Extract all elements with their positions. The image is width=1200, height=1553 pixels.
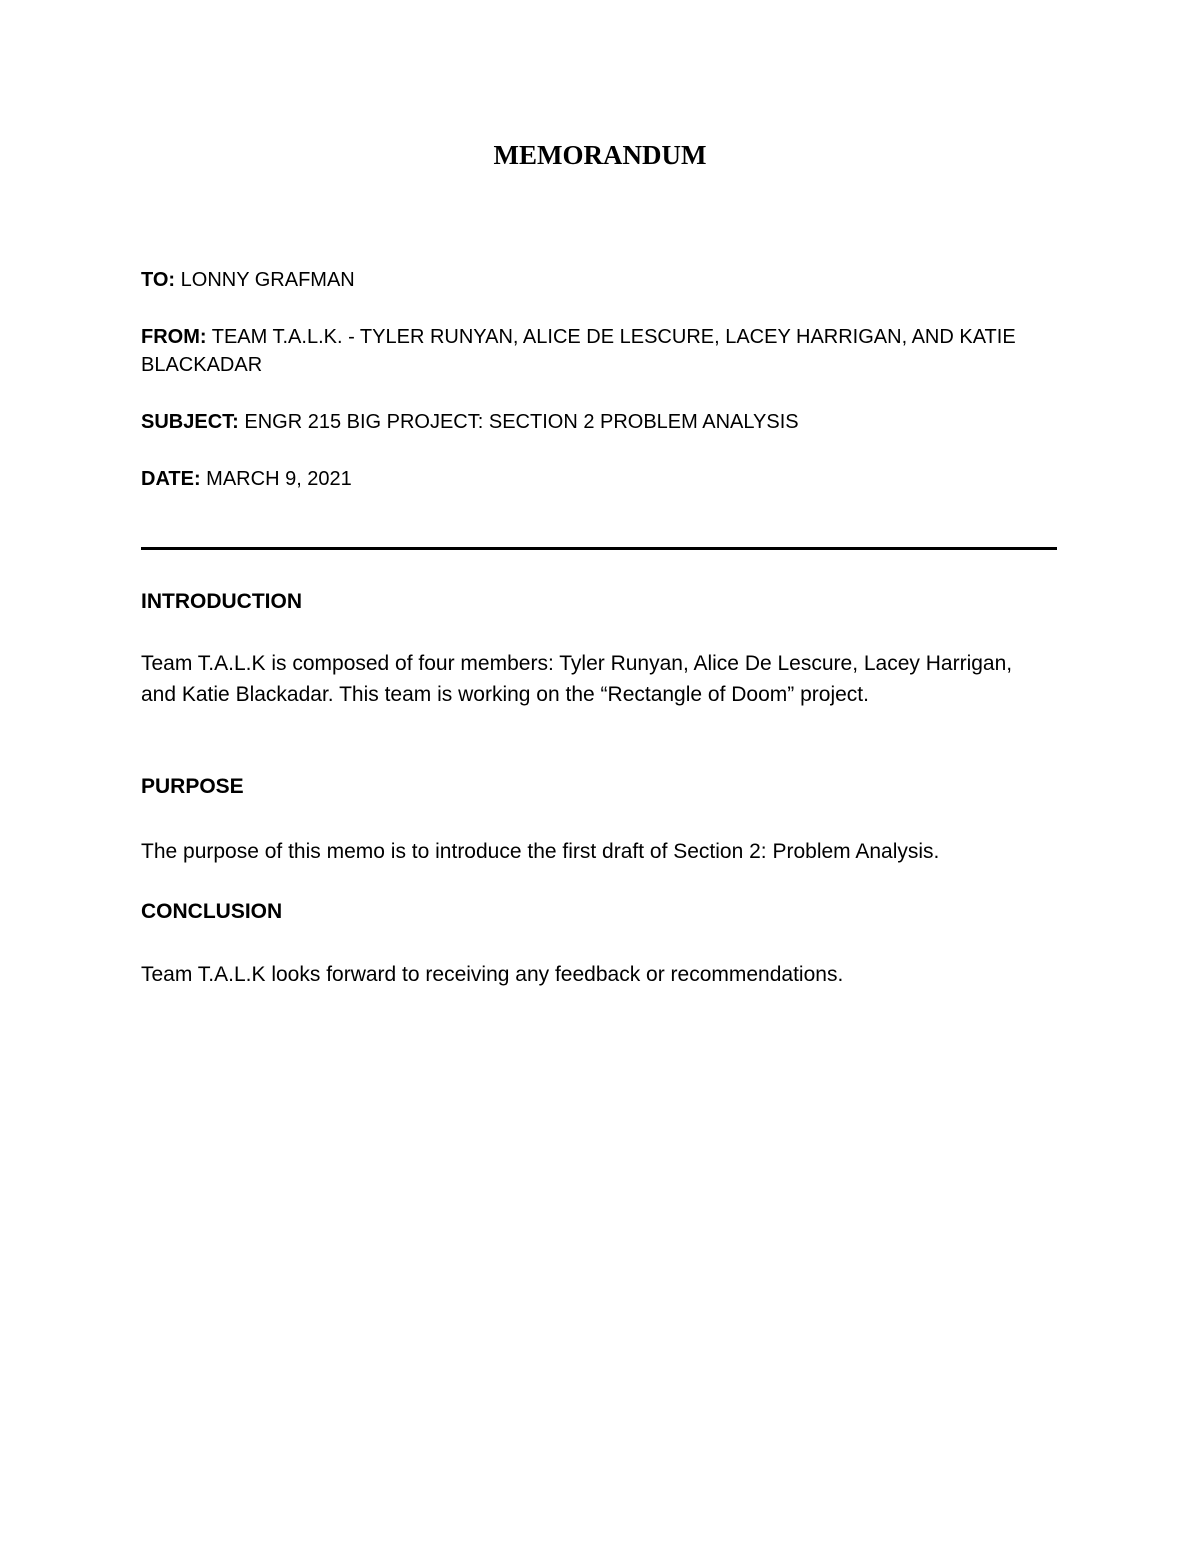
from-label: FROM:: [141, 326, 207, 348]
conclusion-heading: CONCLUSION: [141, 900, 283, 923]
introduction-heading: INTRODUCTION: [141, 590, 302, 613]
purpose-heading: PURPOSE: [141, 775, 244, 798]
memo-title: MEMORANDUM: [493, 140, 707, 170]
date-field: [141, 465, 1061, 493]
subject-field: [141, 408, 1061, 436]
purpose-body: The purpose of this memo is to introduce the first draft of Section 2: Problem Analysis.: [141, 840, 940, 863]
header-divider: [141, 547, 1057, 550]
from-value: TEAM T.A.L.K. - TYLER RUNYAN, ALICE DE LESCURE, LACEY HARRIGAN, AND KATIE BLACKADAR: [141, 326, 1016, 376]
conclusion-body: Team T.A.L.K looks forward to receiving any feedback or recommendations.: [141, 963, 844, 986]
subject-label: SUBJECT:: [141, 411, 239, 433]
to-value: LONNY GRAFMAN: [175, 269, 355, 291]
subject-value: ENGR 215 BIG PROJECT: SECTION 2 PROBLEM ANALYSIS: [238, 411, 799, 433]
from-field: [141, 323, 1041, 379]
introduction-body: Team T.A.L.K is composed of four members: Tyler Runyan, Alice De Lescure, Lacey Harrigan, and Katie Blackadar. This team is working on the “Rectangle of Doom” project.: [141, 652, 1013, 706]
date-label: DATE:: [141, 468, 201, 490]
to-label: TO:: [141, 269, 176, 291]
to-field: [141, 266, 1061, 294]
date-value: MARCH 9, 2021: [200, 468, 352, 490]
